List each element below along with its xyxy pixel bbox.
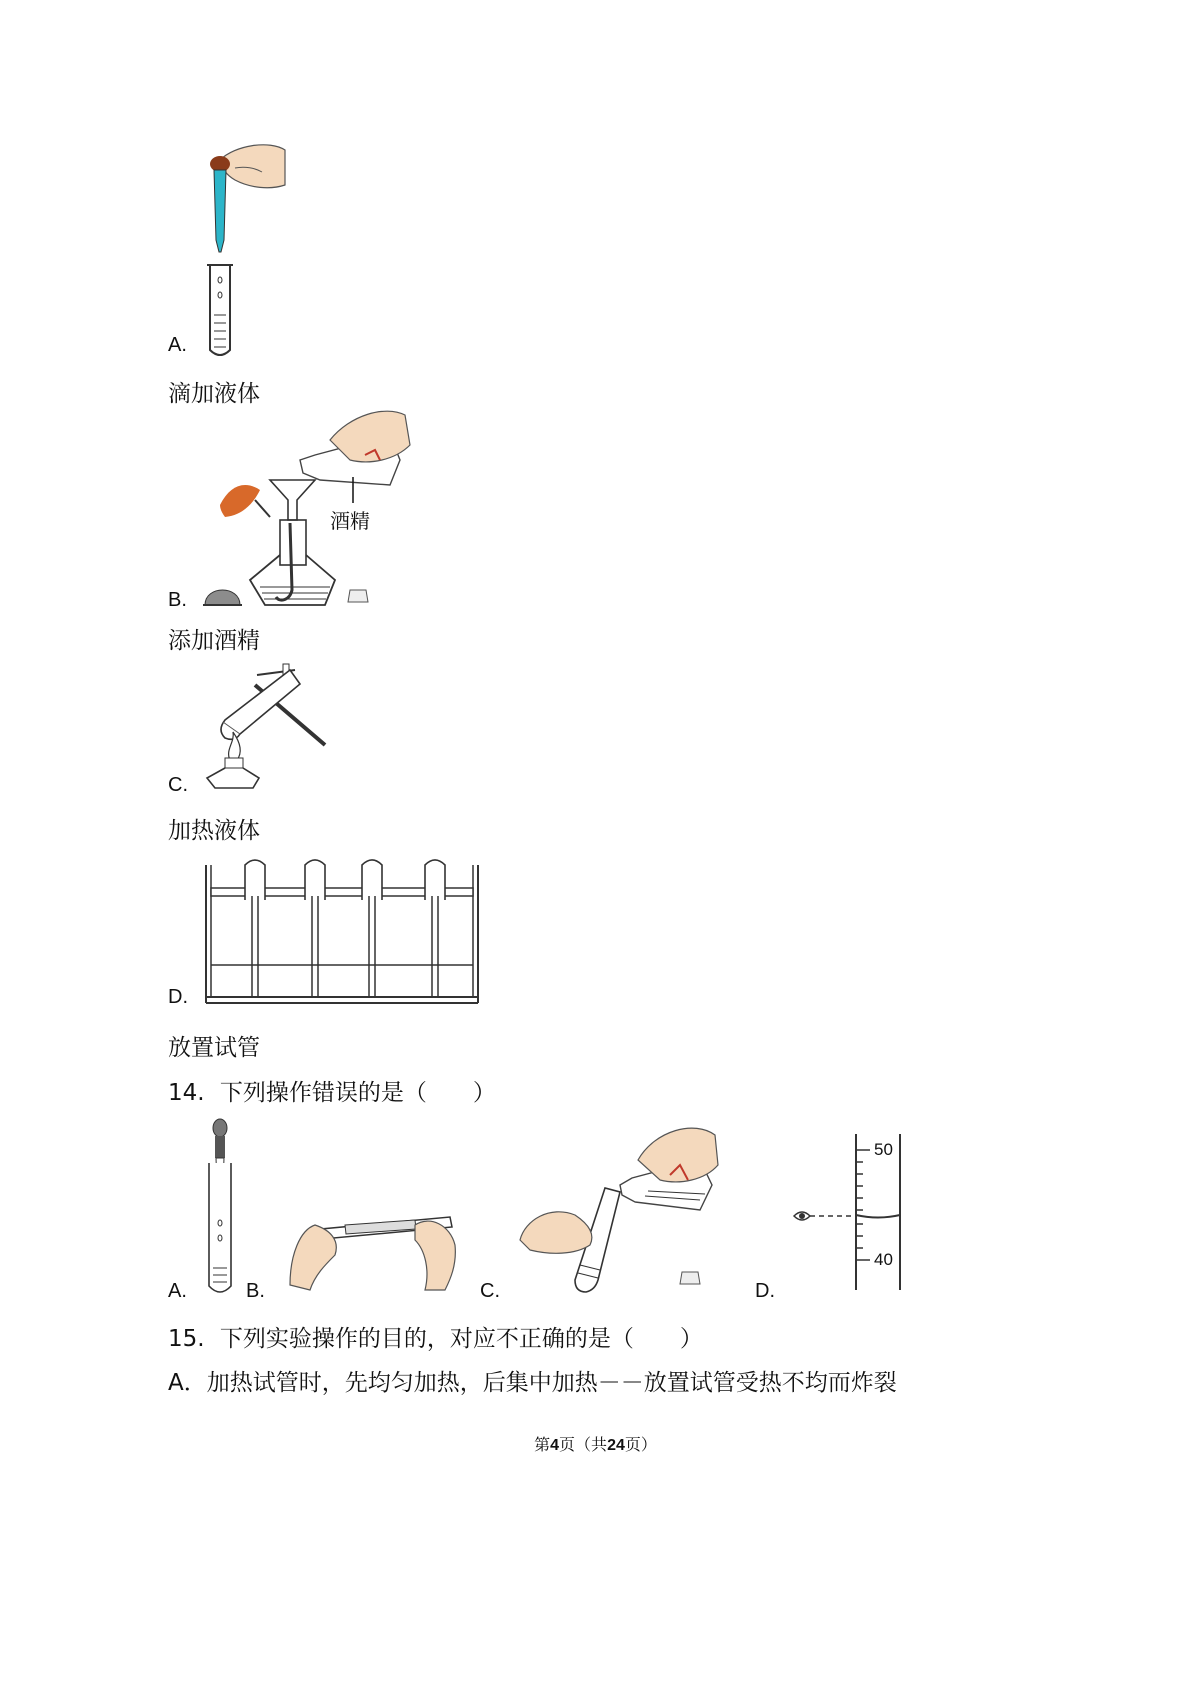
option-d-label: D. (168, 986, 188, 1008)
dropping-liquid-figure (190, 140, 300, 365)
q14-option-d-label: D. (755, 1280, 775, 1302)
question-15 (168, 1320, 703, 1353)
option-b-label: B. (168, 589, 187, 611)
q14-dropper-figure (200, 1118, 240, 1298)
alcohol-label: 酒精 (330, 509, 370, 533)
q14-option-a-label: A. (168, 1280, 187, 1302)
footer-middle: 页（共 (559, 1435, 608, 1454)
option-a-label: A. (168, 334, 187, 356)
q14-option-b-label: B. (246, 1280, 265, 1302)
footer-suffix: 页） (624, 1435, 657, 1454)
option-a-caption: 滴加液体 (168, 381, 260, 407)
heating-liquid-figure (195, 660, 335, 790)
test-tube-rack-figure (200, 855, 485, 1005)
question-15-text: 下列实验操作的目的，对应不正确的是（ ） (219, 1326, 703, 1352)
question-15-number: 15. (168, 1326, 205, 1352)
footer-page-number: 4 (550, 1437, 560, 1454)
option-c-label: C. (168, 774, 188, 796)
question-14 (168, 1074, 496, 1107)
page-footer (0, 1432, 1191, 1455)
question-14-number: 14. (168, 1080, 205, 1106)
option-d-caption: 放置试管 (168, 1035, 260, 1061)
q14-option-c-label: C. (480, 1280, 500, 1302)
question-14-text: 下列操作错误的是（ ） (219, 1080, 496, 1106)
footer-total-pages: 24 (607, 1437, 625, 1454)
q14-hands-tube-figure (285, 1195, 465, 1295)
cylinder-mark-50: 50 (874, 1140, 893, 1159)
adding-alcohol-figure (200, 405, 420, 610)
question-15-option-a: A．加热试管时，先均匀加热，后集中加热－－放置试管受热不均而炸裂 (168, 1370, 897, 1396)
footer-prefix: 第 (534, 1435, 551, 1454)
option-c-caption: 加热液体 (168, 818, 260, 844)
cylinder-mark-40: 40 (874, 1250, 893, 1269)
q14-pouring-figure (520, 1120, 720, 1295)
option-b-caption: 添加酒精 (168, 628, 260, 654)
